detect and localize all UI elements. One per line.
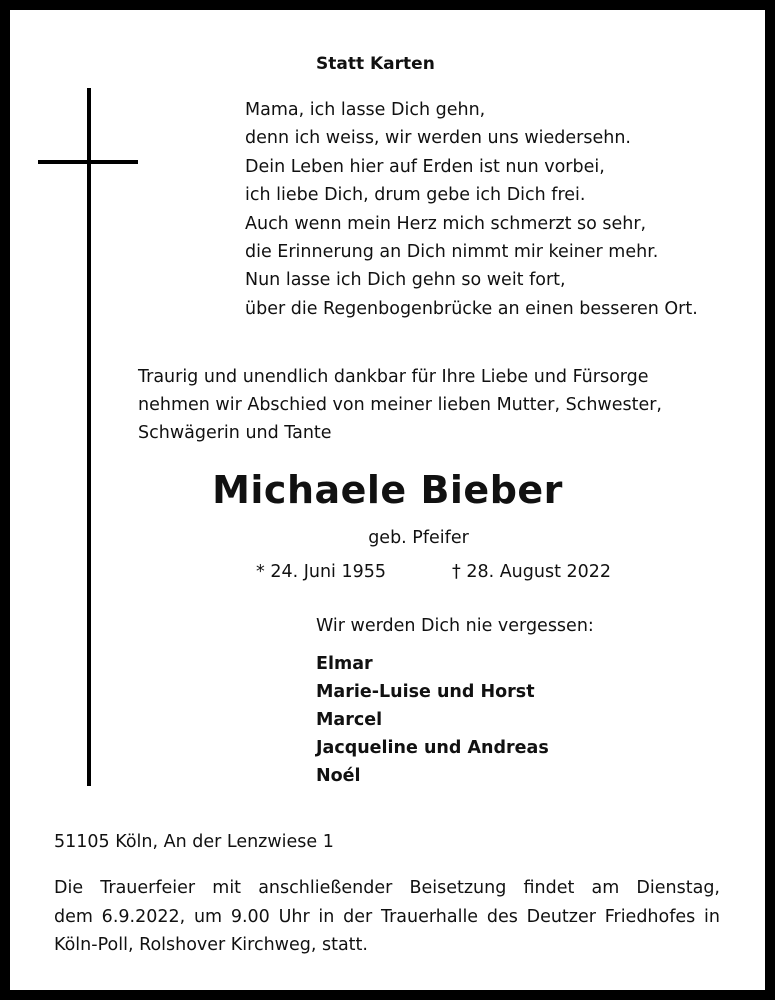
intro-line: Traurig und unendlich dankbar für Ihre Liebe und Fürsorge	[138, 367, 649, 387]
intro-line: nehmen wir Abschied von meiner lieben Mutter, Schwester,	[138, 395, 662, 415]
poem-line: denn ich weiss, wir werden uns wiedersehn.	[245, 128, 631, 149]
poem-line: Dein Leben hier auf Erden ist nun vorbei,	[245, 156, 605, 177]
poem-line: ich liebe Dich, drum gebe ich Dich frei.	[245, 185, 586, 206]
birth-name: geb. Pfeifer	[368, 528, 469, 548]
mourner-name: Jacqueline und Andreas	[316, 738, 549, 758]
funeral-line: Die Trauerfeier mit anschließender Beisetzung findet am Dienstag,	[54, 878, 720, 898]
birth-date: * 24. Juni 1955	[256, 562, 387, 582]
statt-karten-heading: Statt Karten	[316, 54, 435, 74]
poem-line: Auch wenn mein Herz mich schmerzt so sehr,	[245, 213, 647, 234]
mourners-list	[316, 650, 549, 790]
intro-text	[138, 363, 662, 447]
poem-line: Nun lasse ich Dich gehn so weit fort,	[245, 270, 566, 291]
address: 51105 Köln, An der Lenzwiese 1	[54, 832, 334, 852]
mourner-name: Marcel	[316, 710, 383, 730]
poem-line: Mama, ich lasse Dich gehn,	[245, 100, 486, 120]
funeral-notice	[54, 874, 720, 960]
intro-line: Schwägerin und Tante	[138, 423, 332, 443]
cross-vertical-bar	[87, 88, 91, 786]
funeral-line: Köln-Poll, Rolshover Kirchweg, statt.	[54, 935, 368, 956]
mourner-name: Marie-Luise und Horst	[316, 682, 535, 702]
funeral-line: dem 6.9.2022, um 9.00 Uhr in der Trauerhalle des Deutzer Friedhofes in	[54, 906, 720, 927]
mourner-name: Noél	[316, 766, 361, 786]
poem-line: über die Regenbogenbrücke an einen besseren Ort.	[245, 298, 698, 319]
poem	[245, 96, 698, 323]
cross-horizontal-bar	[38, 160, 138, 164]
farewell-line: Wir werden Dich nie vergessen:	[316, 616, 594, 636]
mourner-name: Elmar	[316, 654, 373, 674]
death-date: † 28. August 2022	[452, 562, 612, 582]
deceased-name: Michaele Bieber	[212, 468, 563, 512]
poem-line: die Erinnerung an Dich nimmt mir keiner mehr.	[245, 242, 659, 263]
